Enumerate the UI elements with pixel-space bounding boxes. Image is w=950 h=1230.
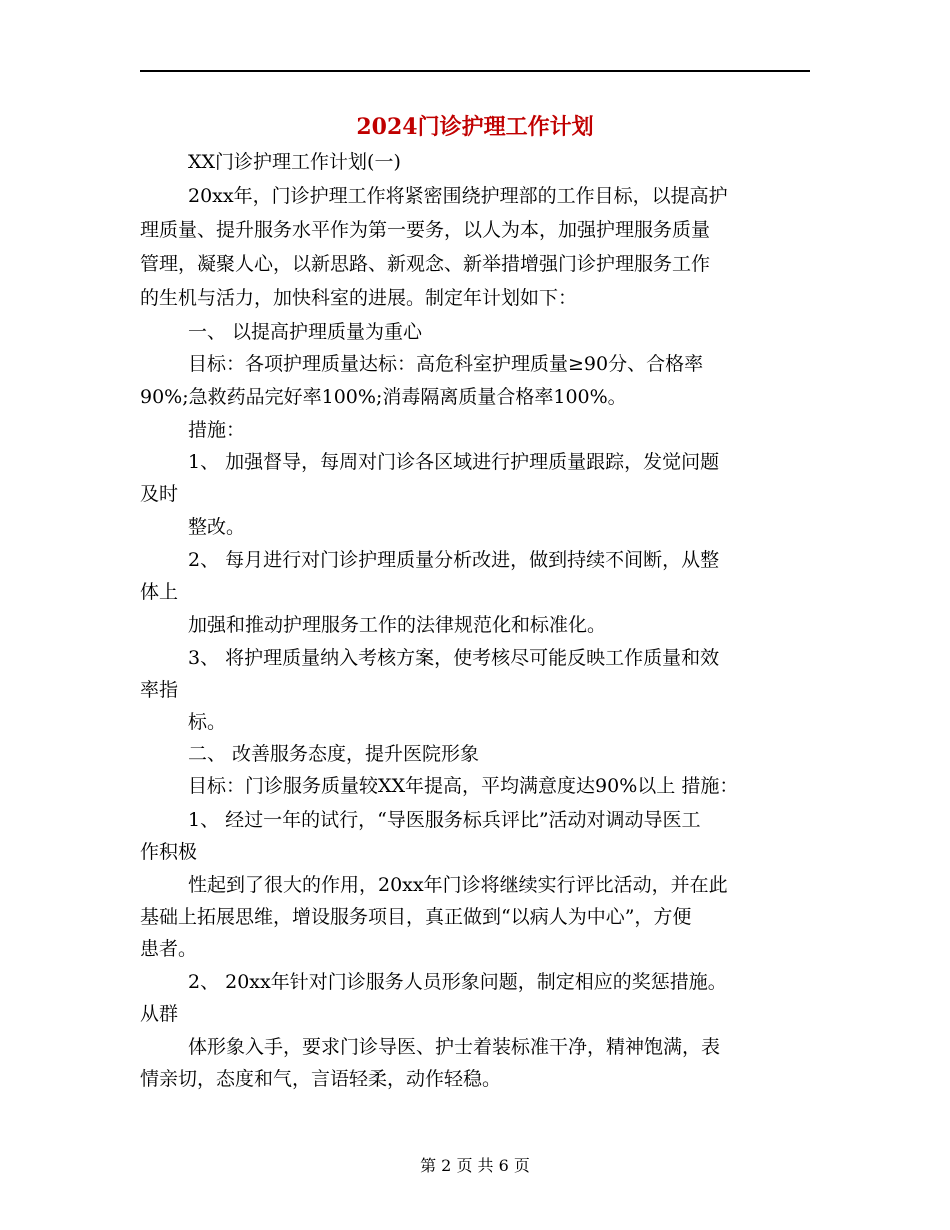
body-line: 体形象入手，要求门诊导医、护士着装标准干净，精神饱满，表 bbox=[188, 1036, 721, 1058]
body-line: 从群 bbox=[140, 1003, 179, 1025]
body-line: 1、 加强督导，每周对门诊各区域进行护理质量跟踪，发觉问题 bbox=[188, 451, 720, 473]
section-heading: 二、 改善服务态度，提升医院形象 bbox=[188, 743, 480, 765]
body-line: 体上 bbox=[140, 581, 179, 603]
body-line: 措施： bbox=[188, 419, 246, 441]
body-line: 2、 每月进行对门诊护理质量分析改进，做到持续不间断，从整 bbox=[188, 549, 720, 571]
body-line: 90%;急救药品完好率100%;消毒隔离质量合格率100%。 bbox=[140, 386, 627, 408]
body-line: 标。 bbox=[188, 711, 227, 733]
body-line: 患者。 bbox=[140, 938, 198, 960]
body-line: 理质量、提升服务水平作为第一要务，以人为本，加强护理服务质量 bbox=[140, 219, 711, 241]
body-line: 整改。 bbox=[188, 516, 246, 538]
body-line: 目标：各项护理质量达标：高危科室护理质量≥90分、合格率 bbox=[188, 353, 704, 375]
body-line: XX门诊护理工作计划(一) bbox=[188, 151, 401, 173]
body-line: 作积极 bbox=[140, 841, 198, 863]
body-line: 2、 20xx年针对门诊服务人员形象问题，制定相应的奖惩措施。 bbox=[188, 971, 727, 993]
body-line: 的生机与活力，加快科室的进展。制定年计划如下： bbox=[140, 287, 578, 309]
body-line: 率指 bbox=[140, 679, 179, 701]
document-title: 2024门诊护理工作计划 bbox=[356, 114, 594, 140]
body-line: 3、 将护理质量纳入考核方案，使考核尽可能反映工作质量和效 bbox=[188, 647, 720, 669]
body-line: 目标：门诊服务质量较XX年提高，平均满意度达90%以上 措施： bbox=[188, 775, 739, 797]
body-line: 加强和推动护理服务工作的法律规范化和标准化。 bbox=[188, 614, 607, 636]
body-line: 基础上拓展思维，增设服务项目，真正做到“以病人为中心”，方便 bbox=[140, 906, 692, 928]
body-line: 1、 经过一年的试行，“导医服务标兵评比”活动对调动导医工 bbox=[188, 809, 701, 831]
body-line: 20xx年，门诊护理工作将紧密围绕护理部的工作目标，以提高护 bbox=[188, 185, 728, 207]
body-line: 性起到了很大的作用，20xx年门诊将继续实行评比活动，并在此 bbox=[188, 874, 728, 896]
page-footer: 第 2 页 共 6 页 bbox=[420, 1156, 530, 1175]
header-rule bbox=[140, 70, 810, 72]
body-line: 管理，凝聚人心，以新思路、新观念、新举措增强门诊护理服务工作 bbox=[140, 253, 711, 275]
body-line: 情亲切，态度和气，言语轻柔，动作轻稳。 bbox=[140, 1068, 502, 1090]
section-heading: 一、 以提高护理质量为重心 bbox=[188, 321, 423, 343]
body-line: 及时 bbox=[140, 483, 179, 505]
